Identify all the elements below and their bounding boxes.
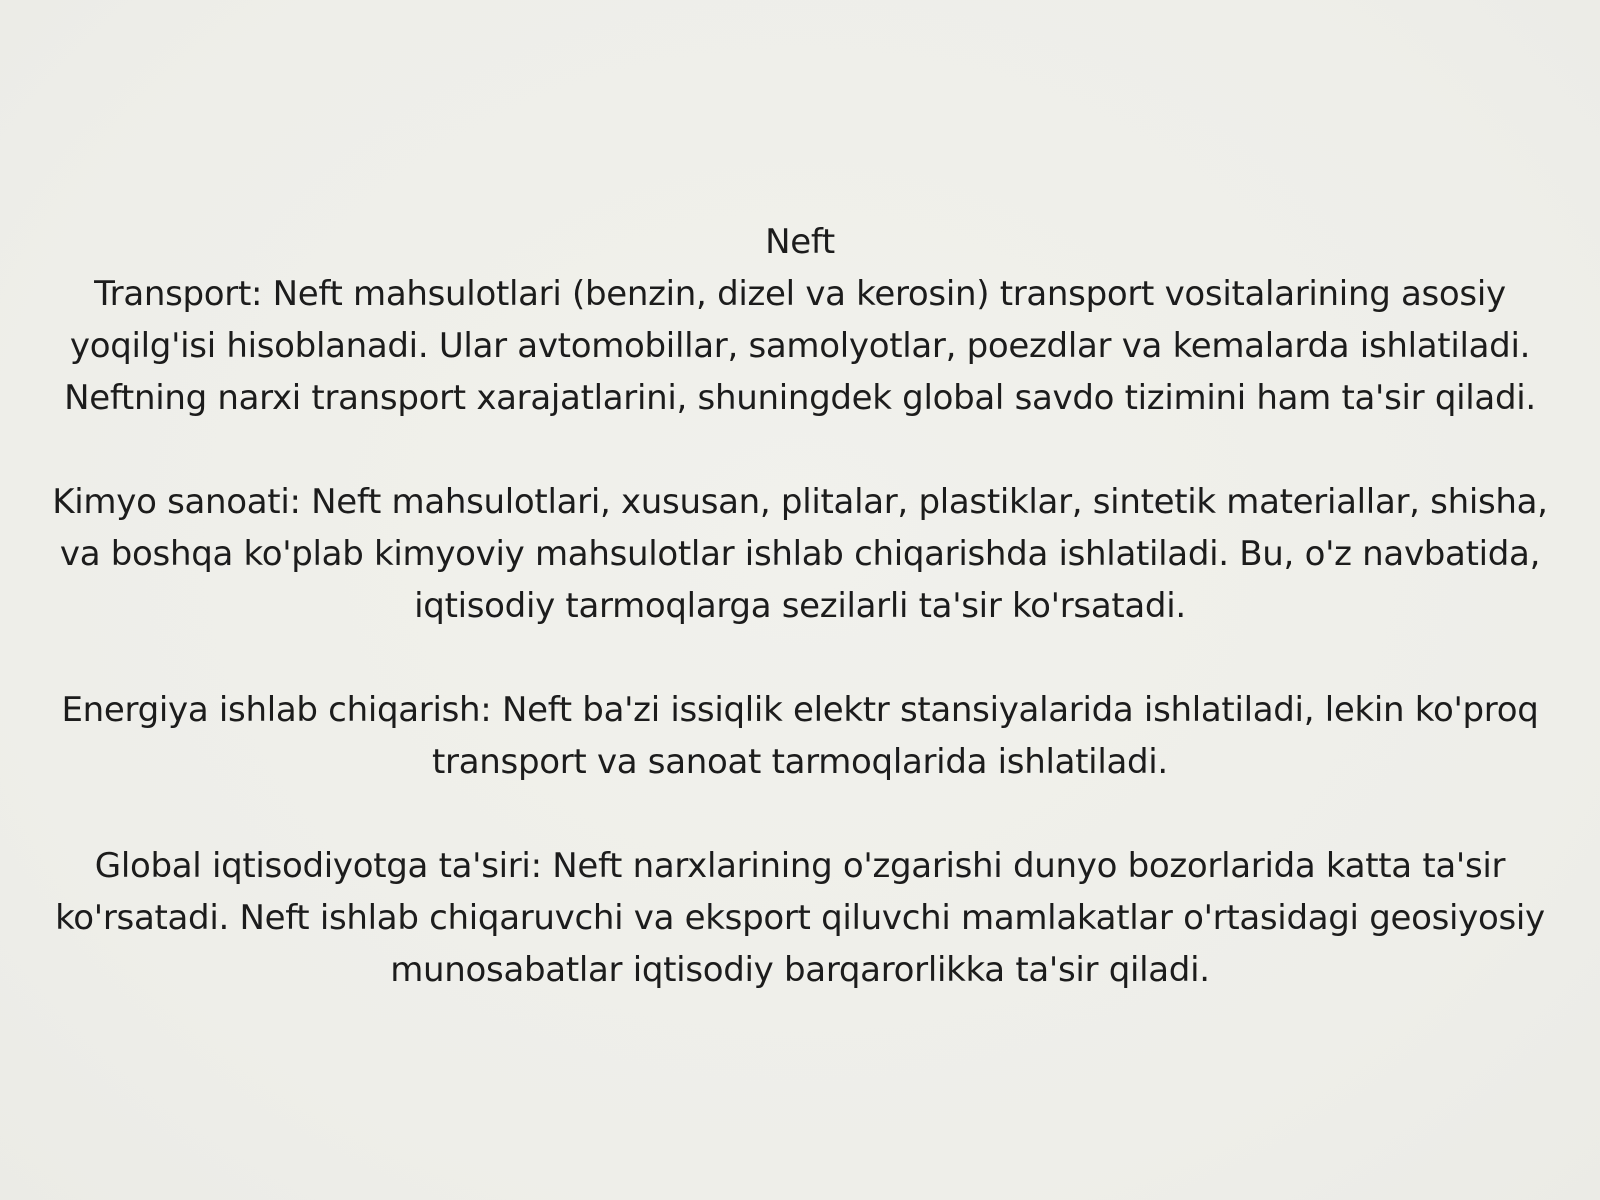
paragraph-chemistry-line-3: iqtisodiy tarmoqlarga sezilarli ta'sir ko'rsatadi. <box>414 586 1186 626</box>
paragraph-transport-line-1: Transport: Neft mahsulotlari (benzin, dizel va kerosin) transport vositalarining asosiy <box>94 274 1506 314</box>
slide-title: Neft <box>765 222 835 262</box>
paragraph-chemistry-line-1: Kimyo sanoati: Neft mahsulotlari, xususan, plitalar, plastiklar, sintetik materiallar, shisha, <box>52 482 1548 522</box>
paragraph-chemistry-line-2: va boshqa ko'plab kimyoviy mahsulotlar ishlab chiqarishda ishlatiladi. Bu, o'z navbatida, <box>59 534 1541 574</box>
paragraph-energy-line-1: Energiya ishlab chiqarish: Neft ba'zi issiqlik elektr stansiyalarida ishlatiladi, lekin ko'proq <box>61 690 1539 730</box>
paragraph-transport-line-2: yoqilg'isi hisoblanadi. Ular avtomobillar, samolyotlar, poezdlar va kemalarda ishlatiladi. <box>69 326 1531 366</box>
paragraph-energy-line-2: transport va sanoat tarmoqlarida ishlatiladi. <box>432 742 1168 782</box>
paragraph-economy-line-1: Global iqtisodiyotga ta'siri: Neft narxlarining o'zgarishi dunyo bozorlarida katta ta'sir <box>94 846 1506 886</box>
paragraph-spacer <box>0 632 1600 684</box>
paragraph-economy-line-3: munosabatlar iqtisodiy barqarorlikka ta'sir qiladi. <box>390 950 1210 990</box>
paragraph-transport-line-3: Neftning narxi transport xarajatlarini, shuningdek global savdo tizimini ham ta'sir qiladi. <box>64 378 1536 418</box>
paragraph-economy-line-2: ko'rsatadi. Neft ishlab chiqaruvchi va eksport qiluvchi mamlakatlar o'rtasidagi geosiyosiy <box>55 898 1545 938</box>
paragraph-spacer <box>0 788 1600 840</box>
paragraph-spacer <box>0 424 1600 476</box>
slide-text-block <box>0 216 1600 996</box>
